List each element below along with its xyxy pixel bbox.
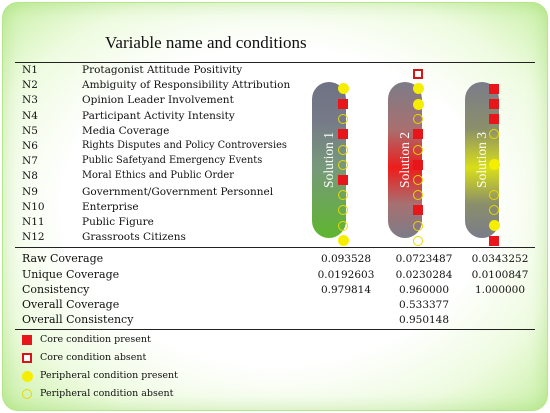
- peripheral-absent-marker: [413, 145, 423, 155]
- core-present-marker: [338, 99, 348, 109]
- variable-name: Rights Disputes and Policy Controversies: [82, 140, 287, 151]
- core-present-marker: [489, 84, 499, 94]
- core-present-marker: [489, 236, 499, 246]
- solution-3-label: Solution 3: [474, 132, 489, 188]
- legend-core-present-icon: [22, 335, 32, 345]
- peripheral-present-marker: [489, 220, 500, 231]
- consistency-s1: 0.979814: [320, 284, 372, 296]
- variable-code: N3: [22, 94, 38, 107]
- peripheral-present-marker: [338, 83, 349, 94]
- variable-name: Protagonist Attitude Positivity: [82, 64, 243, 76]
- overall-coverage-label: Overall Coverage: [22, 298, 120, 311]
- core-present-marker: [413, 129, 423, 139]
- variable-name: Opinion Leader Involvement: [82, 94, 234, 107]
- overall-consistency-label: Overall Consistency: [22, 313, 134, 326]
- variable-name: Enterprise: [82, 200, 139, 213]
- legend-peripheral-present-icon: [22, 371, 33, 382]
- peripheral-present-marker: [338, 235, 349, 246]
- figure-heading: Variable name and conditions: [105, 33, 307, 52]
- overall-coverage-value: 0.533377: [398, 299, 450, 311]
- overall-consistency-value: 0.950148: [398, 314, 450, 326]
- unique-coverage-label: Unique Coverage: [22, 268, 120, 281]
- unique-coverage-s2: 0.0230284: [395, 269, 453, 281]
- variable-name: Grassroots Citizens: [82, 231, 186, 244]
- variable-code: N9: [22, 185, 38, 198]
- peripheral-absent-marker: [338, 160, 348, 170]
- legend-label: Peripheral condition present: [40, 370, 178, 381]
- solution-2-label: Solution 2: [397, 132, 412, 188]
- peripheral-present-marker: [413, 99, 424, 110]
- variable-name: Government/Government Personnel: [82, 185, 274, 198]
- legend-core-absent-icon: [22, 353, 32, 363]
- unique-coverage-s3: 0.0100847: [471, 269, 529, 281]
- solution-1-label: Solution 1: [321, 132, 336, 188]
- variable-name: Participant Activity Intensity: [82, 109, 235, 122]
- raw-coverage-s3: 0.0343252: [471, 253, 529, 265]
- variable-code: N6: [22, 140, 38, 152]
- variable-name: Moral Ethics and Public Order: [82, 170, 234, 182]
- variable-code: N4: [22, 109, 38, 122]
- peripheral-present-marker: [413, 83, 424, 94]
- top-rule: [15, 62, 535, 63]
- peripheral-absent-marker: [338, 145, 348, 155]
- peripheral-absent-marker: [338, 221, 348, 231]
- legend-label: Core condition present: [40, 334, 151, 345]
- variable-code: N11: [22, 216, 45, 228]
- variable-code: N8: [22, 170, 38, 183]
- core-present-marker: [338, 129, 348, 139]
- legend-peripheral-absent-icon: [22, 389, 32, 399]
- peripheral-absent-marker: [413, 175, 423, 185]
- core-present-marker: [338, 175, 348, 185]
- raw-coverage-s2: 0.0723487: [395, 253, 453, 265]
- variable-name: Public Figure: [82, 216, 154, 228]
- variable-name: Public Safetyand Emergency Events: [82, 155, 263, 167]
- peripheral-absent-marker: [413, 236, 423, 246]
- variable-code: N7: [22, 155, 38, 168]
- variable-name: Media Coverage: [82, 124, 170, 137]
- peripheral-absent-marker: [413, 221, 423, 231]
- consistency-s2: 0.960000: [398, 284, 450, 296]
- core-absent-marker: [413, 69, 423, 79]
- peripheral-present-marker: [489, 159, 500, 170]
- bottom-rule: [15, 329, 535, 330]
- core-present-marker: [413, 160, 423, 170]
- consistency-label: Consistency: [22, 283, 90, 296]
- core-present-marker: [413, 205, 423, 215]
- legend-label: Core condition absent: [40, 352, 147, 363]
- variable-code: N5: [22, 124, 38, 137]
- mid-rule: [15, 247, 535, 248]
- variable-name: Ambiguity of Responsibility Attribution: [82, 79, 291, 92]
- variable-code: N12: [22, 231, 45, 244]
- raw-coverage-s1: 0.093528: [320, 253, 372, 265]
- core-present-marker: [489, 99, 499, 109]
- unique-coverage-s1: 0.0192603: [317, 269, 375, 281]
- variable-code: N10: [22, 200, 45, 213]
- variable-code: N1: [22, 64, 38, 76]
- consistency-s3: 1.000000: [474, 284, 526, 296]
- variable-code: N2: [22, 79, 38, 92]
- raw-coverage-label: Raw Coverage: [22, 252, 104, 265]
- legend-label: Peripheral condition absent: [40, 388, 174, 399]
- core-present-marker: [489, 114, 499, 124]
